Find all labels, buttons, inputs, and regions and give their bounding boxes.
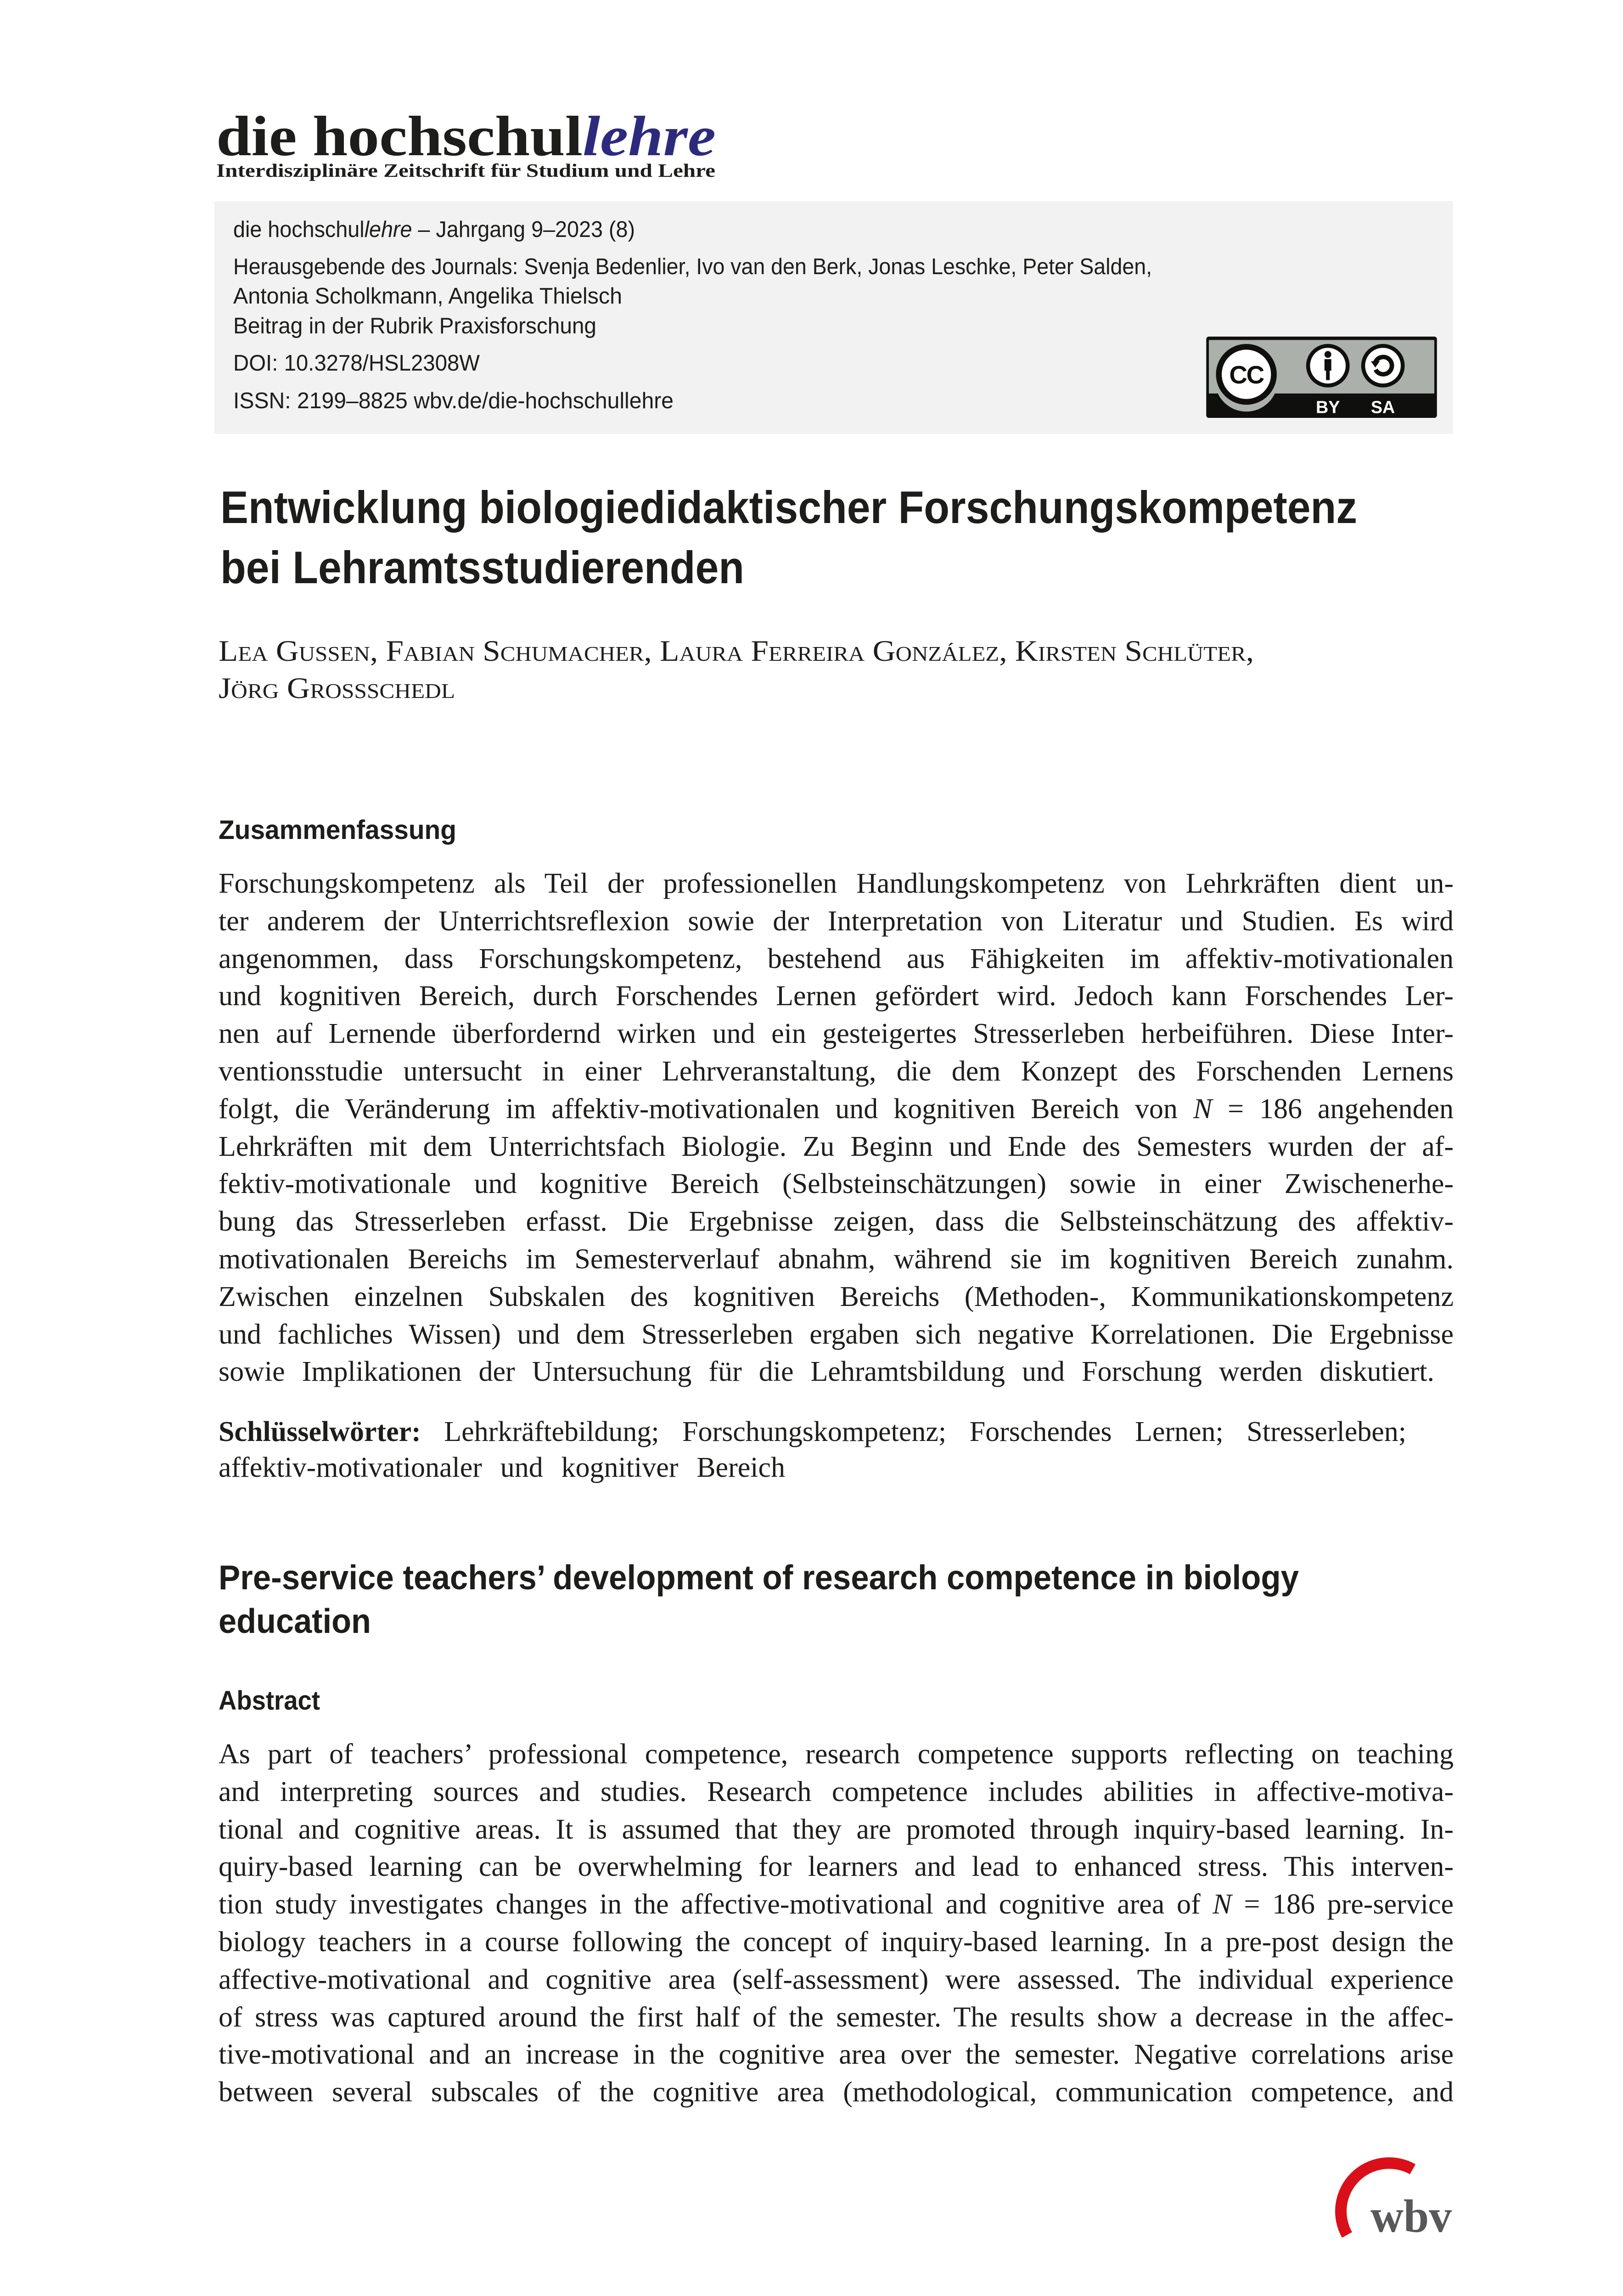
masthead-title-accent: lehre [582, 105, 716, 168]
abstract-de-text: und kognitiven Bereich, durch Forschendes Lernen gefördert wird. Jedoch kann Forschendes Ler- [219, 980, 1454, 1012]
wbv-publisher-logo [1322, 2140, 1460, 2245]
editors-line [233, 253, 1201, 281]
keywords-line [219, 1449, 785, 1487]
editors-text-1: Herausgebende des Journals: Svenja Bedenlier, Ivo van den Berk, Jonas Leschke, Peter Salden, [233, 254, 1152, 279]
keywords-list: Lehrkräftebildung; Forschungskompetenz; Forschendes Lernen; Stresserleben; [444, 1416, 1407, 1447]
journal-masthead [216, 104, 716, 169]
abstract-en-text: of stress was captured around the first half of the semester. The results show a decrease in the affec- [219, 2002, 1454, 2033]
issn-website-link[interactable]: ISSN: 2199–8825 wbv.de/die-hochschullehre [233, 388, 674, 413]
abstract-de-text: sowie Implikationen der Untersuchung für die Lehramtsbildung und Forschung werden diskutiert. [219, 1356, 1434, 1387]
sample-size-symbol: N [1193, 1093, 1213, 1125]
abstract-de-line [219, 865, 1454, 903]
abstract-en-line [219, 2074, 1454, 2111]
sample-size-symbol: N [1213, 1889, 1232, 1920]
rubric-text: Beitrag in der Rubrik Praxisforschung [233, 314, 596, 338]
keywords-list: affektiv-motivationaler und kognitiver Bereich [219, 1452, 785, 1483]
abstract-en-text: between several subscales of the cognitive area (methodological, communication competence, and [219, 2077, 1454, 2108]
author-list [219, 670, 455, 707]
abstract-de-text: fektiv-motivationale und kognitive Bereich (Selbsteinschätzungen) sowie in einer Zwischenerhe- [219, 1168, 1454, 1199]
abstract-de-line [219, 1203, 1454, 1241]
article-title-line: Entwicklung biologiedidaktischer Forschungskompetenz [220, 482, 1357, 533]
abstract-en-text: affective-motivational and cognitive area (self-assessment) were assessed. The individual experience [219, 1964, 1454, 1995]
english-title-line: education [219, 1602, 371, 1640]
english-title-line: Pre-service teachers’ development of research competence in biology [219, 1558, 1299, 1597]
masthead-subtitle [216, 159, 715, 181]
abstract-en-text-pre: tion study investigates changes in the affective-motivational and cognitive area of [219, 1889, 1213, 1920]
abstract-de-line [219, 1353, 1434, 1391]
abstract-en-text: quiry-based learning can be overwhelming for learners and lead to enhanced stress. This interven- [219, 1851, 1454, 1882]
abstract-de-text: ter anderem der Unterrichtsreflexion sowie der Interpretation von Literatur und Studien. Es wird [219, 906, 1454, 937]
issn-line[interactable] [233, 387, 682, 415]
abstract-de-text: angenommen, dass Forschungskompetenz, bestehend aus Fähigkeiten im affektiv-motivationalen [219, 943, 1454, 974]
author-line: Lea Gussen, Fabian Schumacher, Laura Ferreira González, Kirsten Schlüter, [219, 635, 1254, 668]
abstract-de-line [219, 1241, 1454, 1278]
journal-name: die hochschul [233, 217, 365, 242]
abstract-de-text-pre: folgt, die Veränderung im affektiv-motivationalen und kognitiven Bereich von [219, 1093, 1193, 1125]
article-title [220, 537, 789, 597]
abstract-de-line [219, 1165, 1454, 1203]
abstract-en-line [219, 1848, 1454, 1886]
abstract-en-line [219, 2036, 1454, 2074]
abstract-de-text: Zwischen einzelnen Subskalen des kognitiven Bereichs (Methoden-, Kommunikationskompetenz [219, 1281, 1454, 1312]
abstract-de-text [219, 1091, 1454, 1128]
abstract-de-text: Forschungskompetenz als Teil der professionellen Handlungskompetenz von Lehrkräften dient un- [219, 868, 1454, 899]
abstract-de-text: Lehrkräften mit dem Unterrichtsfach Biologie. Zu Beginn und Ende des Semesters wurden der af- [219, 1131, 1454, 1162]
share-alike-icon [1361, 344, 1405, 388]
masthead-subtitle-text: Interdisziplinäre Zeitschrift für Studium und Lehre [216, 160, 715, 181]
abstract-de-line [219, 1278, 1454, 1316]
abstract-de-line [219, 903, 1454, 940]
abstract-de-text-post: = 186 angehenden [1212, 1093, 1454, 1125]
abstract-en-text: As part of teachers’ professional competence, research competence supports reflecting on teaching [219, 1739, 1454, 1770]
article-title-line: bei Lehramtsstudierenden [220, 542, 744, 593]
abstract-de-line [219, 1316, 1454, 1354]
abstract-de-line [219, 1091, 1454, 1128]
abstract-de-text: nen auf Lernende überfordernd wirken und ein gesteigertes Stresserleben herbeiführen. Diese Inter- [219, 1018, 1454, 1049]
abstract-en-line [219, 1999, 1454, 2037]
abstract-de-line [219, 1015, 1454, 1053]
abstract-en-text: tional and cognitive areas. It is assumed that they are promoted through inquiry-based learning. In- [219, 1814, 1454, 1845]
section-heading-zusammenfassung [219, 814, 461, 846]
cc-label: CC [1229, 360, 1264, 389]
editors-text-2: Antonia Scholkmann, Angelika Thielsch [233, 284, 622, 309]
journal-issue-line [233, 216, 655, 243]
attribution-person-icon [1306, 344, 1350, 388]
section-heading-text: Abstract [219, 1686, 320, 1716]
article-title [220, 477, 1453, 537]
doi-line[interactable] [233, 349, 489, 377]
logo-text: wbv [1370, 2190, 1452, 2242]
issue-info: – Jahrgang 9–2023 (8) [412, 217, 635, 242]
abstract-de-text: ventionsstudie untersucht in einer Lehrveranstaltung, die dem Konzept des Forschenden Lernens [219, 1056, 1454, 1087]
journal-name-accent: lehre [364, 217, 412, 242]
keywords-line [219, 1413, 1406, 1451]
abstract-de-text: bung das Stresserleben erfasst. Die Ergebnisse zeigen, dass die Selbsteinschätzung des affektiv- [219, 1206, 1454, 1237]
abstract-de-line [219, 1053, 1454, 1091]
rubric-line [233, 312, 606, 340]
keywords-label: Schlüsselwörter: [219, 1416, 421, 1447]
abstract-de-text: motivationalen Bereichs im Semesterverlauf abnahm, während sie im kognitiven Bereich zunahm. [219, 1244, 1454, 1275]
abstract-en-line [219, 1736, 1454, 1773]
author-line: Jörg Grossschedl [219, 672, 455, 705]
abstract-en-text: and interpreting sources and studies. Research competence includes abilities in affective-motiva- [219, 1776, 1454, 1807]
abstract-en-line [219, 1961, 1454, 1999]
editors-line [233, 282, 627, 310]
abstract-en-line [219, 1886, 1454, 1924]
abstract-en-line [219, 1773, 1454, 1811]
english-title [219, 1599, 381, 1643]
abstract-en-text [219, 1886, 1454, 1924]
abstract-de-line [219, 978, 1454, 1015]
abstract-en-text: tive-motivational and an increase in the cognitive area over the semester. Negative correlations arise [219, 2039, 1454, 2070]
abstract-de-line [219, 940, 1454, 978]
author-list [219, 633, 1254, 670]
cc-icon [1215, 344, 1278, 411]
cc-by-sa-license-badge[interactable] [1206, 337, 1438, 418]
abstract-en-text: biology teachers in a course following the concept of inquiry-based learning. In a pre-post design the [219, 1926, 1454, 1958]
sa-label: SA [1370, 397, 1395, 417]
abstract-de-line [219, 1128, 1454, 1166]
english-title [219, 1556, 1363, 1599]
by-label: BY [1316, 397, 1340, 417]
doi-link[interactable]: DOI: 10.3278/HSL2308W [233, 351, 480, 376]
abstract-en-text-post: = 186 pre-service [1231, 1889, 1454, 1920]
abstract-de-text: und fachliches Wissen) und dem Stresserleben ergaben sich negative Korrelationen. Die Ergebnisse [219, 1319, 1454, 1350]
masthead-title-main: die hochschul [216, 105, 583, 168]
abstract-en-line [219, 1924, 1454, 1961]
section-heading-abstract [219, 1685, 326, 1717]
section-heading-text: Zusammenfassung [219, 815, 456, 845]
abstract-en-line [219, 1811, 1454, 1849]
